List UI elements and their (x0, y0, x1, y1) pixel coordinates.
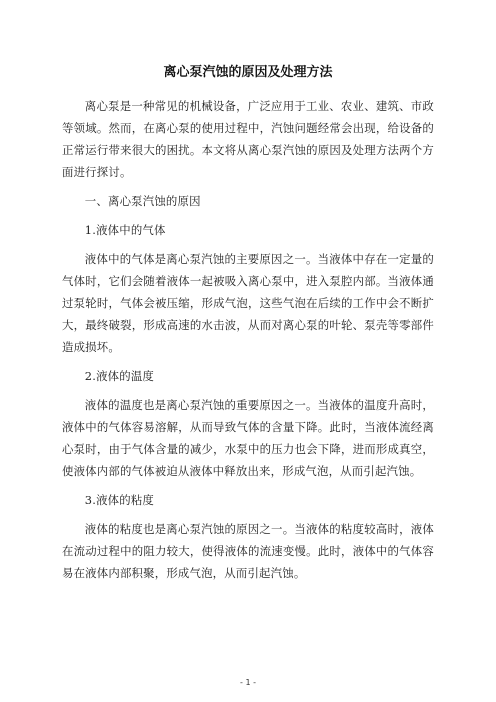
item-paragraph-temperature: 液体的温度也是离心泵汽蚀的重要原因之一。当液体的温度升高时，液体中的气体容易溶解，从而导致气体的含量下降。此时，当液体流经离心泵时，由于气体含量的减少，水泵中的压力也会下降，进而形成真空，使液体内部的气体被迫从液体中释放出来，形成气泡，从而引起汽蚀。 (62, 398, 434, 478)
item-paragraph-gas: 液体中的气体是离心泵汽蚀的主要原因之一。当液体中存在一定量的气体时，它们会随着液体一起被吸入离心泵中，进入泵腔内部。当液体通过泵轮时，气体会被压缩，形成气泡，这些气泡在后续的工作中会不断扩大，最终破裂，形成高速的水击波，从而对离心泵的叶轮、泵壳等零部件造成损坏。 (62, 252, 434, 354)
section-heading-causes: 一、离心泵汽蚀的原因 (84, 194, 201, 208)
page-number: - 1 - (240, 678, 256, 687)
document-body (62, 95, 434, 591)
document-title: 离心泵汽蚀的原因及处理方法 (163, 65, 333, 80)
item-heading-temperature: 2.液体的温度 (84, 369, 155, 383)
item-heading-viscosity: 3.液体的粘度 (84, 493, 155, 507)
item-paragraph-viscosity: 液体的粘度也是离心泵汽蚀的原因之一。当液体的粘度较高时，液体在流动过程中的阻力较大，使得液体的流速变慢。此时，液体中的气体容易在液体内部积聚，形成气泡，从而引起汽蚀。 (62, 522, 434, 580)
item-heading-gas: 1.液体中的气体 (84, 223, 166, 237)
intro-paragraph: 离心泵是一种常见的机械设备，广泛应用于工业、农业、建筑、市政等领域。然而，在离心泵的使用过程中，汽蚀问题经常会出现，给设备的正常运行带来很大的困扰。本文将从离心泵汽蚀的原因及处理方法两个方面进行探讨。 (62, 99, 434, 179)
